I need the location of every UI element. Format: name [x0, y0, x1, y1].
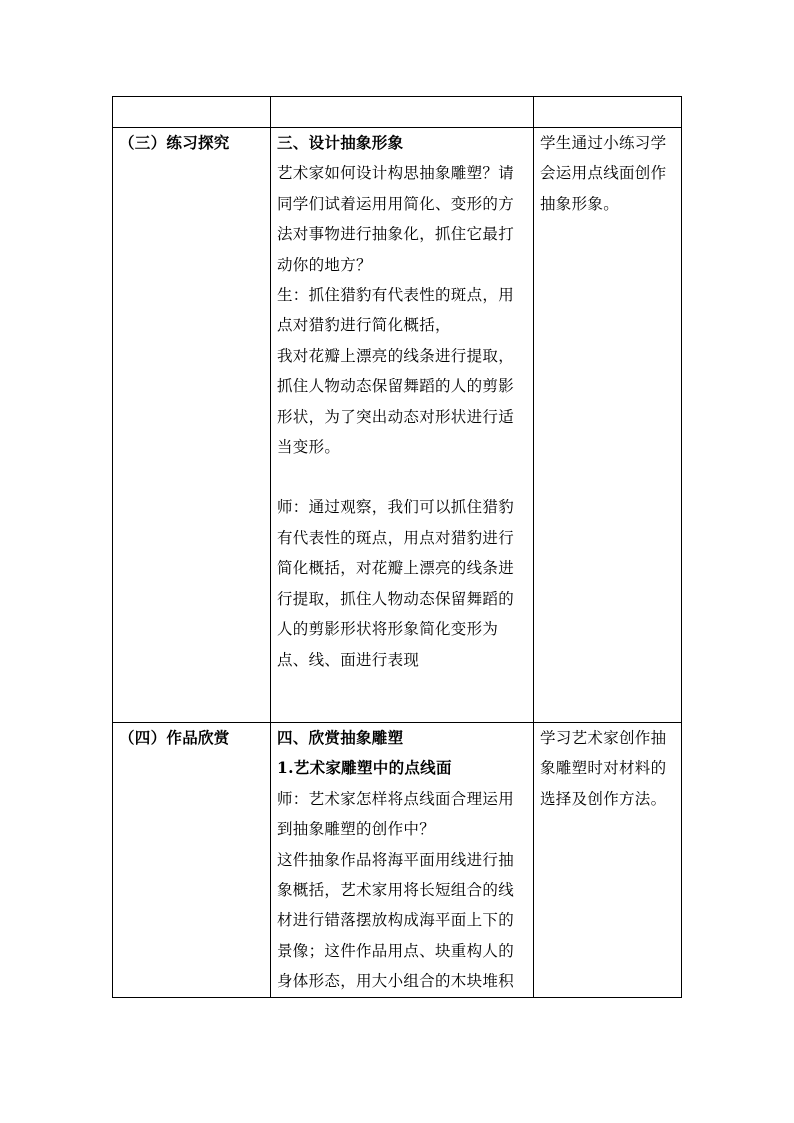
paragraph: 师：艺术家怎样将点线面合理运用到抽象雕塑的创作中？: [277, 789, 515, 839]
section-heading: 三、设计抽象形象: [277, 133, 404, 152]
paragraph: 艺术家如何设计构思抽象雕塑？请同学们试着运用用简化、变形的方法对事物进行抽象化，抓住它最打动你的地方？: [277, 164, 515, 274]
subheading: 1.艺术家雕塑中的点线面: [277, 758, 452, 778]
empty-cell: [271, 97, 534, 128]
paragraph: 生：抓住猎豹有代表性的斑点，用点对猎豹进行简化概括，: [277, 286, 515, 335]
paragraph: 师：通过观察，我们可以抓住猎豹有代表性的斑点，用点对猎豹进行简化概括，对花瓣上漂亮的线条进行提取，抓住人物动态保留舞蹈的人的剪影形状将形象简化变形为点、线、面进行表现: [277, 498, 515, 669]
table-row: [113, 128, 682, 723]
content-cell: [271, 128, 534, 723]
table-row: [113, 723, 682, 998]
purpose-cell: 学生通过小练习学会运用点线面创作抽象形象。: [534, 128, 682, 723]
stage-cell: （三）练习探究: [113, 128, 271, 723]
table-row: [113, 97, 682, 128]
paragraph: 我对花瓣上漂亮的线条进行提取，抓住人物动态保留舞蹈的人的剪影形状，为了突出动态对形状进行适当变形。: [277, 346, 515, 457]
empty-cell: [113, 97, 271, 128]
purpose-cell: 学习艺术家创作抽象雕塑时对材料的选择及创作方法。: [534, 723, 682, 998]
stage-cell: （四）作品欣赏: [113, 723, 271, 998]
paragraph: 这件抽象作品将海平面用线进行抽象概括，艺术家用将长短组合的线材进行错落摆放构成海平面上下的景像；这件作品用点、块重构人的身体形态，用大小组合的木块堆积: [277, 850, 515, 991]
spacer: [277, 462, 529, 492]
content-cell: [271, 723, 534, 998]
empty-cell: [534, 97, 682, 128]
section-heading: 四、欣赏抽象雕塑: [277, 728, 404, 747]
lesson-plan-table: [112, 96, 682, 998]
